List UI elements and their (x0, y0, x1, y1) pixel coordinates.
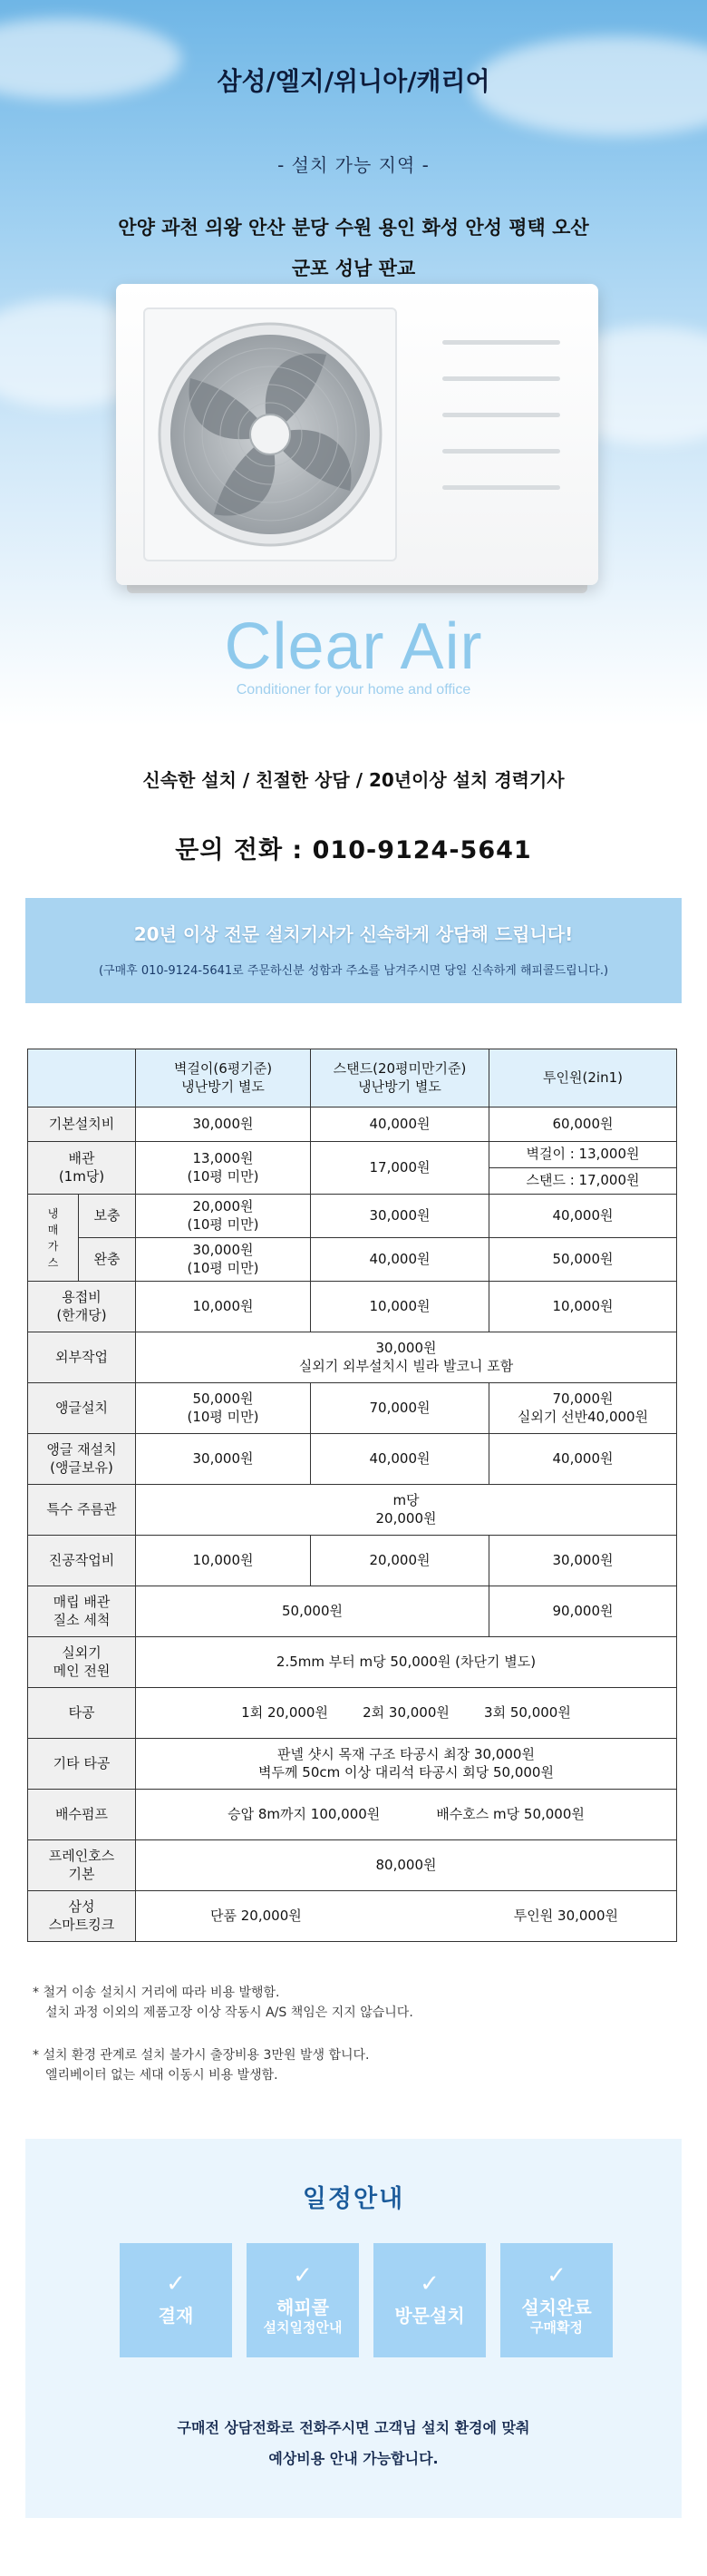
table-row (28, 1142, 677, 1168)
step-sublabel: 구매확정 (530, 2318, 583, 2336)
contact-phone[interactable]: 문의 전화 : 010-9124-5641 (175, 836, 532, 864)
schedule-text: 구매전 상담전화로 전화주시면 고객님 설치 환경에 맞춰 (177, 2418, 530, 2436)
cell: m당 20,000원 (136, 1485, 677, 1536)
cell: 40,000원 (311, 1238, 489, 1282)
note-line: * 철거 이송 설치시 거리에 따라 비용 발행함. (33, 1986, 280, 2000)
row-label: 외부작업 (28, 1332, 136, 1383)
step-label: 설치완료 (521, 2296, 592, 2318)
cell: 13,000원 (10평 미만) (136, 1142, 311, 1195)
bottom-spacer (0, 2518, 707, 2576)
cell: 17,000원 (311, 1142, 489, 1195)
region-heading: - 설치 가능 지역 - (277, 154, 430, 176)
step-label: 방문설치 (394, 2305, 465, 2327)
hero-section (0, 0, 707, 726)
vent-slot (442, 340, 560, 345)
row-label: 완충 (79, 1238, 136, 1282)
cell: 40,000원 (489, 1195, 677, 1238)
cell: 40,000원 (489, 1434, 677, 1485)
step-sublabel: 설치일정안내 (263, 2318, 343, 2336)
banner-sub-text: (구매후 010-9124-5641로 주문하신분 성함과 주소를 남겨주시면 당일 신속하게 해피콜드립니다.) (98, 964, 609, 978)
service-slogan: 신속한 설치 / 친절한 상담 / 20년이상 설치 경력기사 (142, 769, 565, 791)
cell: 50,000원 (136, 1586, 489, 1637)
price-table-wrapper (27, 1049, 676, 1942)
row-label: 배수펌프 (28, 1790, 136, 1840)
cell: 70,000원 (311, 1383, 489, 1434)
schedule-section (25, 2139, 682, 2518)
schedule-title: 일정안내 (302, 2184, 405, 2213)
schedule-steps (120, 2243, 613, 2357)
vent-slot (442, 376, 560, 381)
cell: 스탠드 : 17,000원 (489, 1168, 677, 1195)
table-row (28, 1383, 677, 1434)
cell: 2.5mm 부터 m당 50,000원 (차단기 별도) (136, 1637, 677, 1688)
price-table (27, 1049, 677, 1942)
cell: 70,000원 실외기 선반40,000원 (489, 1383, 677, 1434)
check-icon: ✓ (166, 2270, 186, 2298)
cell: 판넬 샷시 목재 구조 타공시 최장 30,000원 벽두께 50cm 이상 대리석 타공시 회당 50,000원 (136, 1739, 677, 1790)
table-row (28, 1891, 677, 1942)
region-list-cont: 군포 성남 판교 (291, 258, 416, 279)
cell: 60,000원 (489, 1107, 677, 1142)
fan-icon (145, 309, 395, 560)
brand-tagline: Conditioner for your home and office (236, 682, 471, 698)
cell: 10,000원 (136, 1536, 311, 1586)
table-row (28, 1637, 677, 1688)
table-row (28, 1238, 677, 1282)
cell: 10,000원 (311, 1282, 489, 1332)
row-label-gas: 냉 매 가 스 (28, 1195, 79, 1282)
row-label: 앵글설치 (28, 1383, 136, 1434)
cell: 1회 20,000원 2회 30,000원 3회 50,000원 (136, 1688, 677, 1739)
step-happycall (247, 2243, 359, 2357)
note-block (33, 1984, 707, 2023)
notes-section (33, 1984, 707, 2086)
cell: 승압 8m까지 100,000원 배수호스 m당 50,000원 (136, 1790, 677, 1840)
header-stand: 스탠드(20평미만기준) 냉난방기 별도 (311, 1049, 489, 1107)
air-conditioner-outdoor-unit-image (116, 284, 598, 585)
intro-section (0, 726, 707, 865)
row-label: 삼성 스마트킹크 (28, 1891, 136, 1942)
hero-title: 삼성/엘지/위니아/캐리어 (217, 66, 490, 96)
cell: 40,000원 (311, 1434, 489, 1485)
cell: 80,000원 (136, 1840, 677, 1891)
vent-slot (442, 485, 560, 490)
header-twin: 투인원(2in1) (489, 1049, 677, 1107)
cell: 30,000원 (489, 1536, 677, 1586)
vent-slot (442, 449, 560, 454)
cell: 40,000원 (311, 1107, 489, 1142)
table-row (28, 1840, 677, 1891)
region-list: 안양 과천 의왕 안산 분당 수원 용인 화성 안성 평택 오산 (118, 217, 589, 239)
step-complete (500, 2243, 613, 2357)
row-label: 용접비 (한개당) (28, 1282, 136, 1332)
note-line: * 설치 환경 관계로 설치 불가시 출장비용 3만원 발생 합니다. (33, 2048, 370, 2064)
row-label: 매립 배관 질소 세척 (28, 1586, 136, 1637)
schedule-text: 예상비용 안내 가능합니다. (268, 2449, 439, 2467)
row-label: 진공작업비 (28, 1536, 136, 1586)
step-label: 결재 (158, 2305, 194, 2327)
table-row (28, 1332, 677, 1383)
row-label: 타공 (28, 1688, 136, 1739)
row-label: 앵글 재설치 (앵글보유) (28, 1434, 136, 1485)
step-visit-install (373, 2243, 486, 2357)
cell: 20,000원 (311, 1536, 489, 1586)
cell: 30,000원 실외기 외부설치시 빌라 발코니 포함 (136, 1332, 677, 1383)
row-label: 기본설치비 (28, 1107, 136, 1142)
cell: 50,000원 (10평 미만) (136, 1383, 311, 1434)
brand-logo-text: Clear Air (224, 610, 483, 683)
check-icon: ✓ (420, 2270, 440, 2298)
table-row (28, 1485, 677, 1536)
cell: 30,000원 (136, 1107, 311, 1142)
table-row (28, 1688, 677, 1739)
cell: 30,000원 (10평 미만) (136, 1238, 311, 1282)
fan-grille (143, 307, 397, 561)
header-empty (28, 1049, 136, 1107)
row-label: 특수 주름관 (28, 1485, 136, 1536)
cell: 20,000원 (10평 미만) (136, 1195, 311, 1238)
table-row (28, 1195, 677, 1238)
header-wall: 벽걸이(6평기준) 냉난방기 별도 (136, 1049, 311, 1107)
cell: 50,000원 (489, 1238, 677, 1282)
cell: 90,000원 (489, 1586, 677, 1637)
step-payment (120, 2243, 232, 2357)
cell: 30,000원 (136, 1434, 311, 1485)
table-row (28, 1790, 677, 1840)
step-label: 해피콜 (276, 2296, 329, 2318)
table-row (28, 1107, 677, 1142)
row-label: 기타 타공 (28, 1739, 136, 1790)
note-line: 설치 과정 이외의 제품고장 이상 작동시 A/S 책임은 지지 않습니다. (45, 2005, 413, 2020)
row-label: 배관 (1m당) (28, 1142, 136, 1195)
cell: 30,000원 (311, 1195, 489, 1238)
cell: 벽걸이 : 13,000원 (489, 1142, 677, 1168)
table-row (28, 1586, 677, 1637)
cell: 단품 20,000원 투인원 30,000원 (136, 1891, 677, 1942)
vent-slot (442, 413, 560, 417)
note-block (33, 2046, 707, 2085)
table-row (28, 1282, 677, 1332)
check-icon: ✓ (547, 2261, 567, 2289)
table-row (28, 1434, 677, 1485)
cell: 10,000원 (489, 1282, 677, 1332)
row-label: 보충 (79, 1195, 136, 1238)
table-row (28, 1536, 677, 1586)
table-row (28, 1739, 677, 1790)
banner-main-text: 20년 이상 전문 설치기사가 신속하게 상담해 드립니다! (133, 923, 574, 945)
row-label: 실외기 메인 전원 (28, 1637, 136, 1688)
table-header-row (28, 1049, 677, 1107)
consult-banner (25, 898, 682, 1003)
note-line: 엘리베이터 없는 세대 이동시 비용 발생함. (45, 2068, 278, 2083)
check-icon: ✓ (293, 2261, 313, 2289)
cell: 10,000원 (136, 1282, 311, 1332)
row-label: 프레인호스 기본 (28, 1840, 136, 1891)
